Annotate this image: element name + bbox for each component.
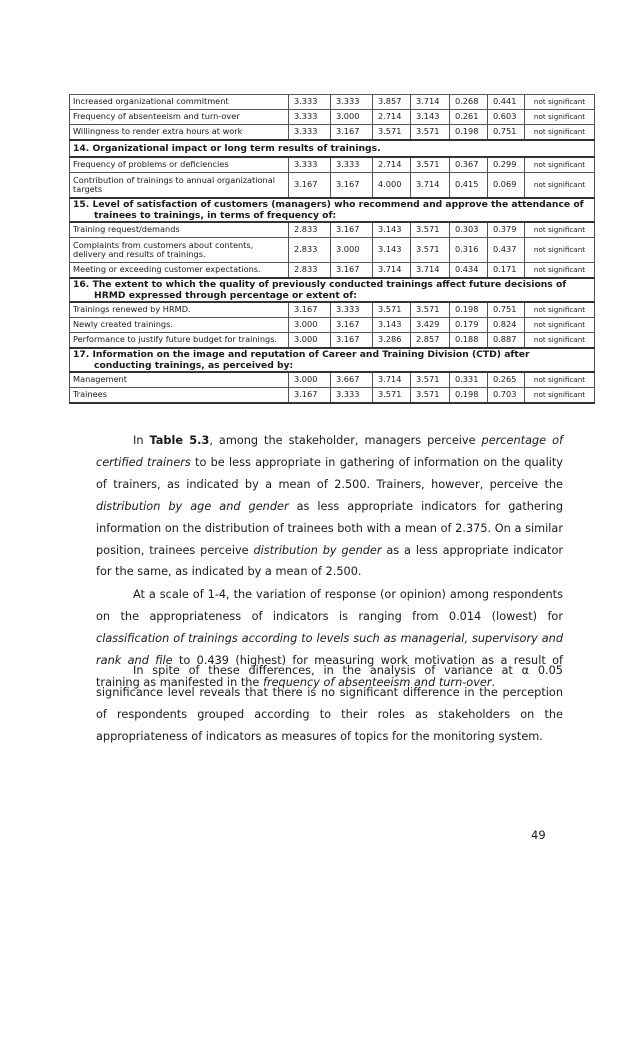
section-title xyxy=(70,278,595,302)
section-title-line: 14. Organizational impact or long term results of trainings. xyxy=(73,143,381,154)
table-cell: 0.198 xyxy=(450,125,488,141)
table-cell: 3.571 xyxy=(373,388,411,404)
section-title-line: 15. Level of satisfaction of customers (managers) who recommend and approve the attendance of xyxy=(73,199,584,210)
table-cell: 3.167 xyxy=(331,173,373,199)
table-cell: 0.331 xyxy=(450,372,488,388)
text-run: In spite of these differences, in the analysis of variance at α 0.05 significance level reveals that there is no significant difference in the perception of respondents grouped according to their roles as stakeholders on the appropriateness of indicators as measures of topics for the monitoring system. xyxy=(96,664,563,743)
italic-text: frequency of absenteeism and turn-over xyxy=(262,675,492,689)
results-table xyxy=(69,94,595,404)
indicator-label: Frequency of absenteeism and turn-over xyxy=(70,110,289,125)
table-cell: 0.198 xyxy=(450,302,488,318)
indicator-label: Contribution of trainings to annual organizational targets xyxy=(70,173,289,199)
table-cell: 3.167 xyxy=(331,125,373,141)
italic-text: percentage of certified trainers xyxy=(96,434,563,469)
text-run: to be less appropriate in gathering of information on the quality of trainers, as indicated by a mean of 2.500. Trainers, however, perceive the xyxy=(96,455,563,491)
italic-text: classification of trainings according to levels such as managerial, supervisory and rank and file xyxy=(96,631,563,667)
indicator-label: Trainees xyxy=(70,388,289,404)
section-header-row xyxy=(70,348,595,372)
table-cell: 0.437 xyxy=(488,238,525,263)
text-run: , among the stakeholder, managers perceive xyxy=(209,434,482,447)
section-header-row xyxy=(70,140,595,157)
table-cell: 3.571 xyxy=(411,157,450,173)
table-cell: 3.571 xyxy=(411,302,450,318)
table-row xyxy=(70,238,595,263)
table-cell: 2.833 xyxy=(289,238,331,263)
table-cell: 0.268 xyxy=(450,95,488,110)
table-row xyxy=(70,222,595,238)
text-run: At a scale of 1-4, the variation of response (or opinion) among respondents on the appropriateness of indicators is ranging from 0.014 (lowest) for xyxy=(96,588,563,623)
significance-cell: not significant xyxy=(525,333,595,349)
table-cell: 3.714 xyxy=(411,95,450,110)
table-cell: 3.333 xyxy=(331,95,373,110)
table-cell: 0.751 xyxy=(488,302,525,318)
table-cell: 3.000 xyxy=(289,333,331,349)
table-cell: 0.703 xyxy=(488,388,525,404)
indicator-label: Management xyxy=(70,372,289,388)
indicator-label: Meeting or exceeding customer expectations. xyxy=(70,263,289,279)
table-cell: 0.441 xyxy=(488,95,525,110)
table-row xyxy=(70,318,595,333)
table-cell: 4.000 xyxy=(373,173,411,199)
table-cell: 3.333 xyxy=(289,110,331,125)
table-row xyxy=(70,110,595,125)
table-row xyxy=(70,125,595,141)
table-cell: 2.833 xyxy=(289,263,331,279)
table-cell: 0.299 xyxy=(488,157,525,173)
text-run: In xyxy=(133,434,150,447)
table-cell: 3.571 xyxy=(411,238,450,263)
table-cell: 3.857 xyxy=(373,95,411,110)
table-cell: 3.143 xyxy=(373,238,411,263)
table-cell: 3.286 xyxy=(373,333,411,349)
text-run: as less appropriate indicators for gathering information on the distribution of trainees both with a mean of 2.375. On a similar position, trainees perceive xyxy=(96,499,563,557)
table-cell: 0.415 xyxy=(450,173,488,199)
table-cell: 3.000 xyxy=(331,238,373,263)
table-row xyxy=(70,157,595,173)
section-header-row xyxy=(70,278,595,302)
significance-cell: not significant xyxy=(525,95,595,110)
table-cell: 3.333 xyxy=(289,95,331,110)
table-cell: 3.571 xyxy=(411,372,450,388)
table-cell: 3.333 xyxy=(289,157,331,173)
table-cell: 3.167 xyxy=(331,222,373,238)
significance-cell: not significant xyxy=(525,173,595,199)
table-cell: 0.316 xyxy=(450,238,488,263)
table-row xyxy=(70,95,595,110)
table-row xyxy=(70,333,595,349)
section-title-continuation: HRMD expressed through percentage or extent of: xyxy=(94,290,357,301)
table-cell: 0.887 xyxy=(488,333,525,349)
significance-cell: not significant xyxy=(525,238,595,263)
indicator-label: Performance to justify future budget for trainings. xyxy=(70,333,289,349)
table-cell: 3.333 xyxy=(331,157,373,173)
table-cell: 0.179 xyxy=(450,318,488,333)
significance-cell: not significant xyxy=(525,318,595,333)
table-row xyxy=(70,302,595,318)
table-cell: 0.434 xyxy=(450,263,488,279)
table-cell: 3.714 xyxy=(411,263,450,279)
table-cell: 3.143 xyxy=(373,222,411,238)
table-cell: 3.667 xyxy=(331,372,373,388)
text-run: to 0.439 (highest) for measuring work motivation as a result of training as manifested in the xyxy=(96,653,563,689)
italic-text: distribution by age and gender xyxy=(96,499,289,513)
table-cell: 3.333 xyxy=(331,388,373,404)
table-cell: 0.188 xyxy=(450,333,488,349)
table-cell: 3.167 xyxy=(331,263,373,279)
table-cell: 2.833 xyxy=(289,222,331,238)
table-cell: 0.824 xyxy=(488,318,525,333)
table-row xyxy=(70,388,595,404)
table-row xyxy=(70,372,595,388)
section-title-line: 16. The extent to which the quality of previously conducted trainings affect future decisions of xyxy=(73,279,567,290)
indicator-label: Training request/demands xyxy=(70,222,289,238)
table-cell: 3.333 xyxy=(289,125,331,141)
table-cell: 3.167 xyxy=(289,302,331,318)
significance-cell: not significant xyxy=(525,388,595,404)
page-number: 49 xyxy=(531,828,546,842)
table-cell: 3.571 xyxy=(411,222,450,238)
table-cell: 3.714 xyxy=(373,263,411,279)
table-cell: 3.143 xyxy=(411,110,450,125)
indicator-label: Trainings renewed by HRMD. xyxy=(70,302,289,318)
text-run: . xyxy=(491,675,496,689)
table-cell: 0.171 xyxy=(488,263,525,279)
section-title-continuation: conducting trainings, as perceived by: xyxy=(94,360,294,371)
table-cell: 3.571 xyxy=(373,125,411,141)
section-title-continuation: trainees to trainings, in terms of frequency of: xyxy=(94,210,337,221)
table-cell: 3.000 xyxy=(289,372,331,388)
table-cell: 0.265 xyxy=(488,372,525,388)
table-cell: 3.429 xyxy=(411,318,450,333)
significance-cell: not significant xyxy=(525,263,595,279)
section-title xyxy=(70,348,595,372)
table-row xyxy=(70,173,595,199)
table-cell: 3.000 xyxy=(289,318,331,333)
table-cell: 3.167 xyxy=(289,173,331,199)
table-cell: 3.333 xyxy=(331,302,373,318)
table-cell: 3.167 xyxy=(289,388,331,404)
table-cell: 0.603 xyxy=(488,110,525,125)
table-cell: 3.167 xyxy=(331,318,373,333)
table-cell: 3.167 xyxy=(331,333,373,349)
table-cell: 3.571 xyxy=(411,125,450,141)
section-header-row xyxy=(70,198,595,222)
table-cell: 0.069 xyxy=(488,173,525,199)
table-row xyxy=(70,263,595,279)
indicator-label: Willingness to render extra hours at work xyxy=(70,125,289,141)
table-cell: 2.857 xyxy=(411,333,450,349)
table-cell: 3.571 xyxy=(373,302,411,318)
significance-cell: not significant xyxy=(525,125,595,141)
indicator-label: Increased organizational commitment xyxy=(70,95,289,110)
paragraph xyxy=(96,430,563,583)
paragraph xyxy=(96,660,563,748)
indicator-label: Newly created trainings. xyxy=(70,318,289,333)
text-run: as a less appropriate indicator for the same, as indicated by a mean of 2.500. xyxy=(96,543,564,579)
significance-cell: not significant xyxy=(525,302,595,318)
table-cell: 3.714 xyxy=(373,372,411,388)
table-cell: 2.714 xyxy=(373,110,411,125)
table-cell: 3.143 xyxy=(373,318,411,333)
bold-text: Table 5.3 xyxy=(149,434,210,447)
indicator-label: Complaints from customers about contents, delivery and results of trainings. xyxy=(70,238,289,263)
table-cell: 0.198 xyxy=(450,388,488,404)
table-cell: 3.571 xyxy=(411,388,450,404)
table-cell: 0.751 xyxy=(488,125,525,141)
table-cell: 3.714 xyxy=(411,173,450,199)
table-cell: 3.000 xyxy=(331,110,373,125)
significance-cell: not significant xyxy=(525,222,595,238)
significance-cell: not significant xyxy=(525,372,595,388)
table-cell: 0.367 xyxy=(450,157,488,173)
table-cell: 2.714 xyxy=(373,157,411,173)
section-title-line: 17. Information on the image and reputation of Career and Training Division (CTD) after xyxy=(73,349,530,360)
significance-cell: not significant xyxy=(525,110,595,125)
table-cell: 0.303 xyxy=(450,222,488,238)
italic-text: distribution by gender xyxy=(253,543,382,557)
table-cell: 0.261 xyxy=(450,110,488,125)
indicator-label: Frequency of problems or deficiencies xyxy=(70,157,289,173)
significance-cell: not significant xyxy=(525,157,595,173)
section-title xyxy=(70,140,595,157)
table-cell: 0.379 xyxy=(488,222,525,238)
section-title xyxy=(70,198,595,222)
